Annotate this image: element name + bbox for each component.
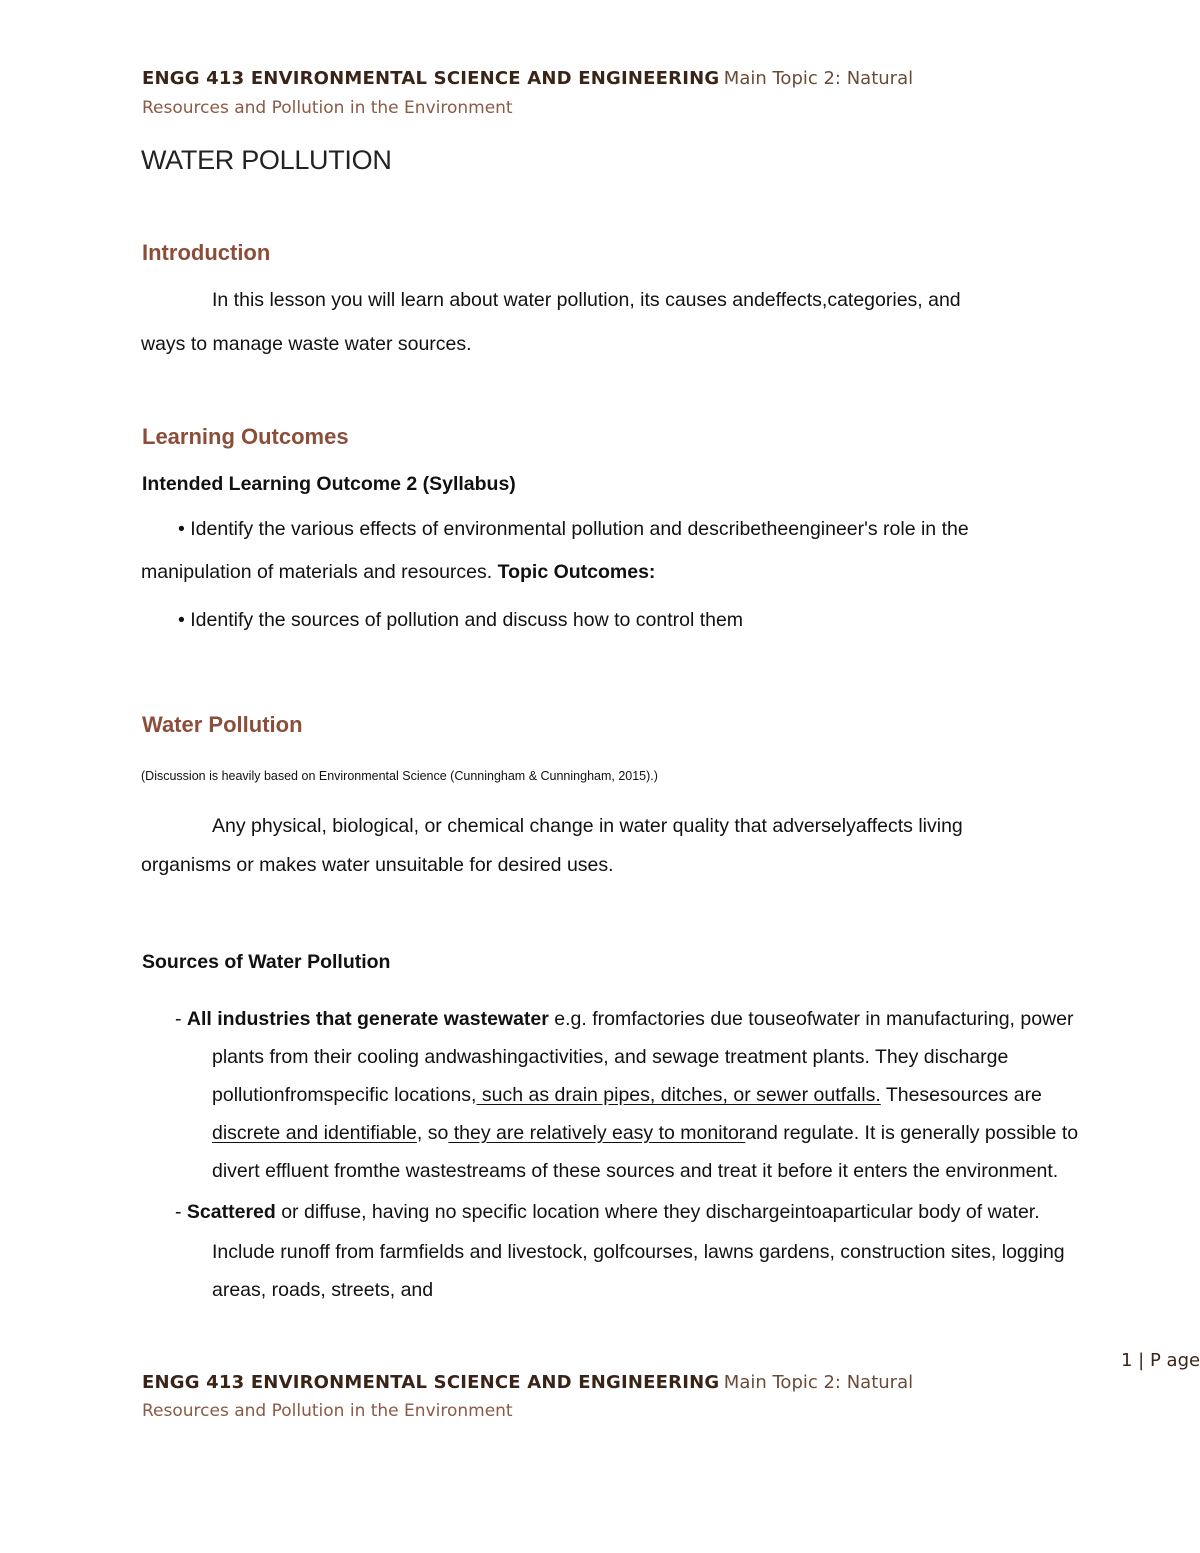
text-span: pollutionfromspecific locations, — [212, 1084, 477, 1106]
introduction-line-1: In this lesson you will learn about water pollution, its causes andeffects,categories, and — [212, 289, 961, 311]
source-item-2-line-1 — [175, 1201, 1040, 1224]
page-header-repeat — [142, 1372, 913, 1393]
sources-heading: Sources of Water Pollution — [142, 951, 391, 973]
list-dash: - — [175, 1008, 187, 1030]
ilo-line-2-text: manipulation of materials and resources. — [141, 561, 493, 583]
ilo-bullet-line-1: • Identify the various effects of environmental pollution and describetheengineer's role in the — [178, 518, 969, 540]
main-topic-line2: Resources and Pollution in the Environment — [142, 1401, 513, 1421]
definition-line-2: organisms or makes water unsuitable for desired uses. — [141, 854, 614, 876]
source-item-2-text: or diffuse, having no specific location where they dischargeintoaparticular body of water. — [275, 1201, 1040, 1223]
text-span: , so — [416, 1122, 449, 1144]
underlined-text: they are relatively easy to monitor — [448, 1122, 746, 1144]
text-span: Thesesources are — [880, 1084, 1042, 1106]
course-title: ENGG 413 ENVIRONMENTAL SCIENCE AND ENGINEERING — [142, 1372, 720, 1393]
main-topic: Main Topic 2: Natural — [723, 68, 914, 89]
source-item-1-line-2: plants from their cooling andwashingactivities, and sewage treatment plants. They discharge — [212, 1046, 1009, 1068]
source-note: (Discussion is heavily based on Environmental Science (Cunningham & Cunningham, 2015).) — [141, 769, 658, 783]
ilo-bullet-line-2 — [141, 561, 655, 584]
point-source-label: All industries that generate wastewater — [186, 1008, 549, 1030]
source-item-1-text: e.g. fromfactories due touseofwater in manufacturing, power — [548, 1008, 1074, 1030]
source-item-1-line-4 — [212, 1122, 1078, 1145]
main-topic: Main Topic 2: Natural — [723, 1372, 914, 1393]
main-topic-line2: Resources and Pollution in the Environment — [142, 98, 513, 118]
introduction-line-2: ways to manage waste water sources. — [141, 333, 472, 355]
source-item-2-line-3: areas, roads, streets, and — [212, 1279, 434, 1301]
learning-outcomes-heading: Learning Outcomes — [142, 424, 349, 449]
underlined-text: such as drain pipes, ditches, or sewer outfalls. — [476, 1084, 881, 1106]
source-item-2-line-2: Include runoff from farmfields and livestock, golfcourses, lawns gardens, construction sites, logging — [212, 1241, 1065, 1263]
water-pollution-heading: Water Pollution — [142, 712, 303, 737]
definition-line-1: Any physical, biological, or chemical change in water quality that adverselyaffects living — [212, 815, 963, 837]
course-title: ENGG 413 ENVIRONMENTAL SCIENCE AND ENGINEERING — [142, 68, 720, 89]
list-dash: - — [175, 1201, 187, 1223]
document-title: WATER POLLUTION — [141, 145, 392, 175]
source-item-1-line-1 — [175, 1008, 1073, 1031]
introduction-heading: Introduction — [142, 240, 271, 265]
nonpoint-source-label: Scattered — [186, 1201, 276, 1223]
underlined-text: discrete and identifiable — [212, 1122, 417, 1144]
source-item-1-line-3 — [212, 1084, 1042, 1107]
page-header — [142, 68, 913, 89]
topic-outcome-bullet: • Identify the sources of pollution and discuss how to control them — [178, 609, 744, 631]
text-span: and regulate. It is generally possible to — [745, 1122, 1079, 1144]
ilo-heading: Intended Learning Outcome 2 (Syllabus) — [142, 473, 516, 495]
topic-outcomes-label: Topic Outcomes: — [497, 561, 656, 583]
page-number: 1 | P age — [1121, 1350, 1200, 1371]
source-item-1-line-5: divert effluent fromthe wastestreams of these sources and treat it before it enters the environment. — [212, 1160, 1059, 1182]
